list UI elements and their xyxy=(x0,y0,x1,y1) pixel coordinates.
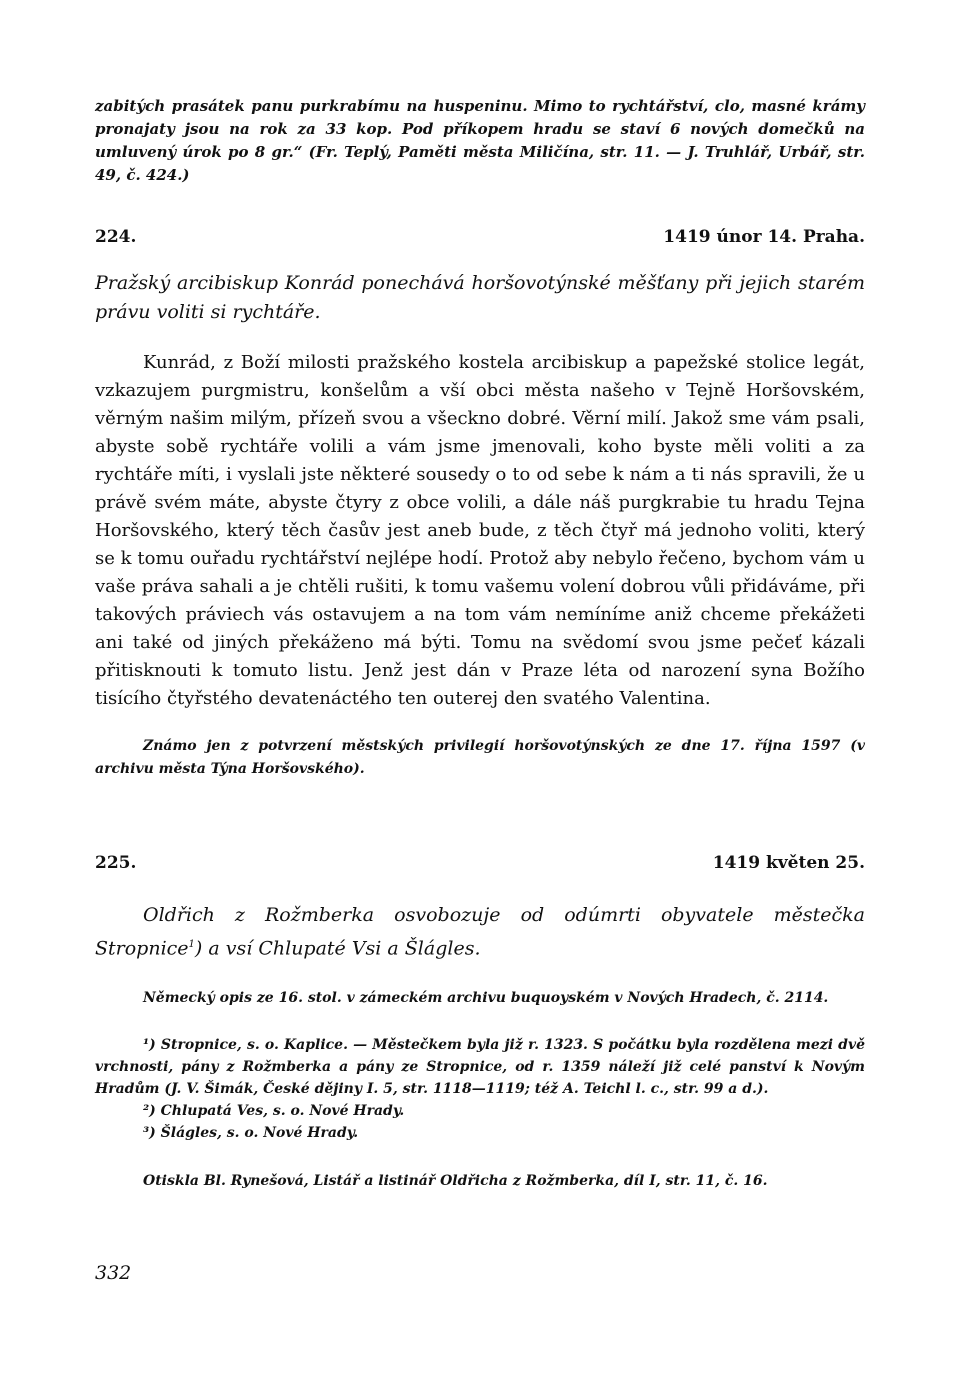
entry-224-heading xyxy=(95,227,865,247)
page-number: 332 xyxy=(95,1262,132,1284)
footnote-2-text: Chlupatá Ves, s. o. Nové Hrady. xyxy=(160,1103,405,1120)
footnotes xyxy=(95,1034,865,1144)
entry-224-number: 224. xyxy=(95,227,137,247)
footnote-3 xyxy=(95,1122,865,1144)
entry-225-source: Německý opis ze 16. stol. v zámeckém archivu buquoyském v Nových Hradech, č. 2114. xyxy=(143,990,829,1007)
entry-224-date: 1419 únor 14. Praha. xyxy=(663,227,865,247)
entry-224-body: Kunrád, z Boží milosti pražského kostela arcibiskup a papežské stolice legát, vzkazujem purgmistru, konšelům a vší obci města našeho v Tejně Horšovském, věrným našim milým, přízeň svou a všeckno dobré. Věrní milí. Jakož sme vám psali, abyste sobě rychtáře volili a vám jsme jmenovali, koho byste měli voliti a za rychtáře míti, i vyslali jste některé sousedy o to od sebe k nám a ti nás spravili, že u právě svém máte, abyste čtyry z obce volili, a dále náš purgkrabie tu hradu Tejna Horšovského, který těch časův jest aneb bude, z těch čtyř má jednoho voliti, který se k tomu ouřadu rychtářství nejlépe hodí. Protož aby nebylo řečeno, bychom vám u vaše práva sahali a je chtěli rušiti, k tomu vašemu volení dobrou vůli přidáváme, při takových práviech vás ostavujem a na tom vám nemíníme aniž chceme překážeti ani také od jiných překáženo má býti. Tomu na svědomí svou jsme pečeť kázali přitisknouti k tomuto listu. Jenž jest dán v Praze léta od narození syna Božího tisícího čtyřstého devatenáctého ten outerej den svatého Valentina. xyxy=(95,352,865,709)
entry-225-date: 1419 květen 25. xyxy=(712,853,865,873)
intro-text: zabitých prasátek panu purkrabímu na huspeninu. Mimo to rychtářství, clo, masné krámy pronajaty jsou na rok za 33 kop. Pod příkopem hradu se staví 6 nových domečků na umluvený úrok po 8 gr.“ (Fr. Teplý, Paměti města Miličína, str. 11. — J. Truhlář, Urbář, str. 49, č. 424.) xyxy=(95,97,865,184)
entry-225-number: 225. xyxy=(95,853,137,873)
footnote-3-text: Šlágles, s. o. Nové Hrady. xyxy=(160,1125,359,1142)
footnote-3-mark: ³) xyxy=(143,1125,156,1142)
footnote-1-text: Stropnice, s. o. Kaplice. — Městečkem byla již r. 1323. S počátku byla rozdělena mezi dvě vrchnosti, pány z Rožmberka a pány ze Stropnice, od r. 1359 náleží již celé panství k Novým Hradům (J. V. Šimák, České dějiny I. 5, str. 1118—1119; též A. Teichl l. c., str. 99 a d.). xyxy=(95,1037,866,1098)
entry-225-regest-text-end: ) a vsí Chlupaté Vsi a Šlágles. xyxy=(194,937,481,960)
entry-224-source: Známo jen z potvrzení městských privilegií horšovotýnských ze dne 17. října 1597 (v archivu města Týna Horšovského). xyxy=(95,738,865,777)
footnote-2-mark: ²) xyxy=(143,1103,156,1120)
entry-224-regest: Pražský arcibiskup Konrád ponechává horšovotýnské měšťany při jejich starém právu voliti si rychtáře. xyxy=(95,272,865,323)
footnote-ref-1: 1 xyxy=(188,939,195,950)
footnote-2 xyxy=(95,1100,865,1122)
page-content xyxy=(95,95,865,1193)
entry-225-heading xyxy=(95,853,865,873)
footnote-1-mark: ¹) xyxy=(143,1037,156,1054)
entry-225-regest xyxy=(95,901,865,963)
entry-225-print-ref: Otiskla Bl. Rynešová, Listář a listinář Oldřicha z Rožmberka, díl I, str. 11, č. 16. xyxy=(143,1173,768,1190)
footnote-1 xyxy=(95,1034,865,1100)
entry-225-regest-text: Oldřich z Rožmberka osvobozuje od odúmrti obyvatele městečka Stropnice xyxy=(95,904,865,960)
